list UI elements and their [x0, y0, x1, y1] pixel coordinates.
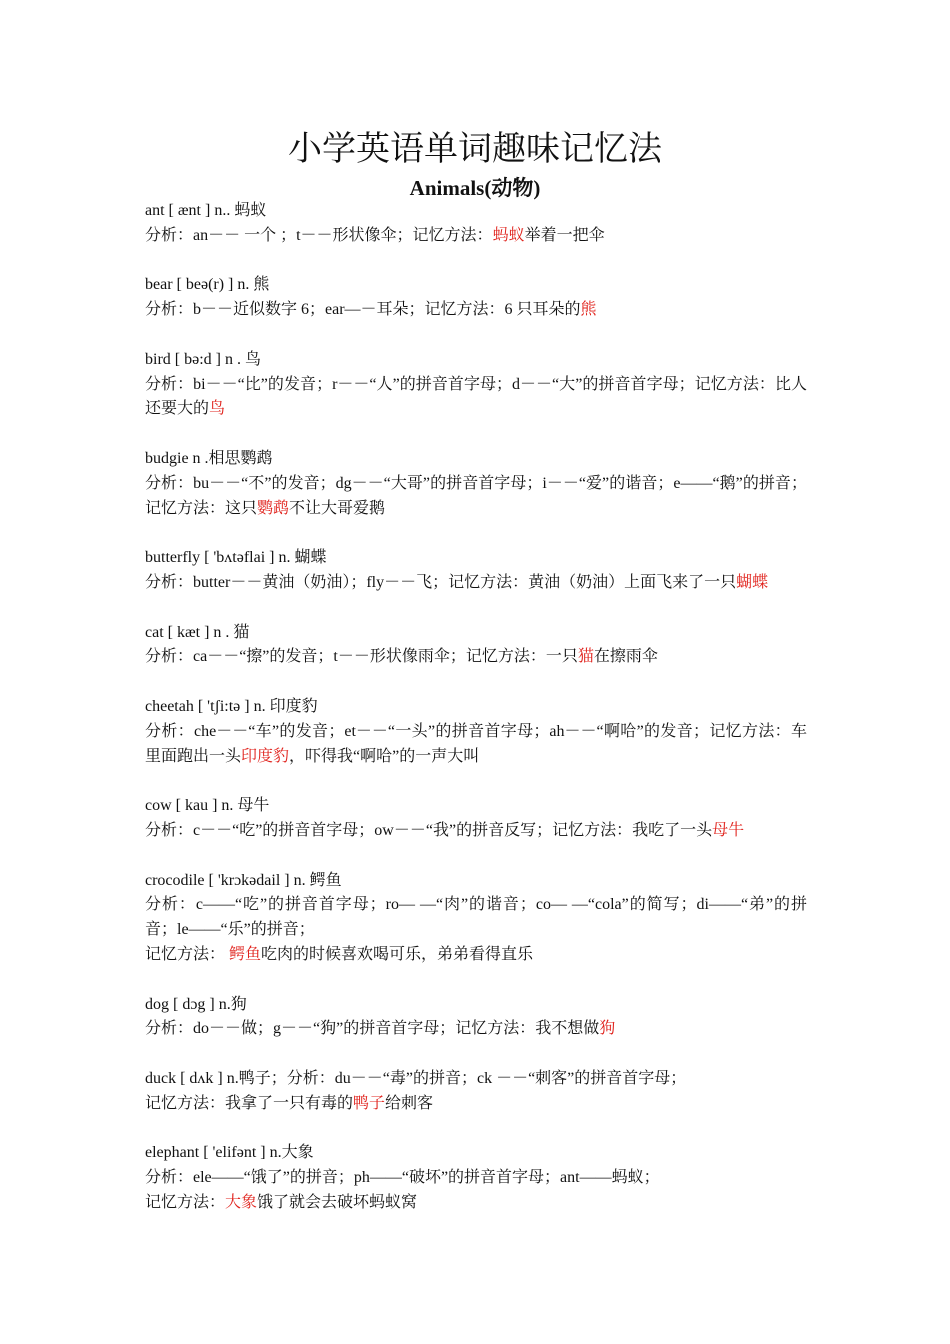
highlight-word: 鸭子 [353, 1094, 386, 1112]
analysis-line: 分析：do－－做；g－－“狗”的拼音首字母；记忆方法：我不想做狗 [145, 1020, 616, 1038]
page-title: 小学英语单词趣味记忆法 [288, 129, 662, 169]
highlight-word: 蚂蚁 [492, 226, 525, 244]
highlight-word: 狗 [599, 1020, 616, 1038]
memory-method-line: 记忆方法：我拿了一只有毒的鸭子给刺客 [145, 1094, 434, 1112]
highlight-word: 印度豹 [241, 747, 290, 765]
highlight-word: 鹦鹉 [257, 499, 290, 517]
highlight-word: 鸟 [209, 400, 226, 418]
highlight-word: 母牛 [712, 821, 745, 839]
highlight-word: 鳄鱼 [229, 945, 262, 963]
word-entry-header: budgie n .相思鹦鹉 [145, 449, 273, 467]
word-entry-header: butterfly [ 'bʌtəflai ] n. 蝴蝶 [145, 549, 327, 567]
analysis-line: 分析：bu－－“不”的发音；dg－－“大哥”的拼音首字母；i－－“爱”的谐音；e——“鹅”的拼音；记忆方法：这只鹦鹉不让大哥爱鹅 [145, 474, 807, 517]
analysis-line: 分析：c——“吃”的拼音首字母；ro— —“肉”的谐音；co— —“cola”的简写；di——“弟”的拼音；le——“乐”的拼音； [145, 896, 807, 939]
highlight-word: 猫 [577, 648, 594, 666]
analysis-line: 分析：an－－ 一个 ；t－－形状像伞；记忆方法：蚂蚁举着一把伞 [145, 226, 605, 244]
word-entry-header: crocodile [ 'krɔkədail ] n. 鳄鱼 [145, 871, 342, 889]
memory-method-line: 记忆方法： 鳄鱼吃肉的时候喜欢喝可乐，弟弟看得直乐 [145, 945, 534, 963]
analysis-line: 分析：che－－“车”的发音；et－－“一头”的拼音首字母；ah－－“啊哈”的发音；记忆方法：车里面跑出一头印度豹，吓得我“啊哈”的一声大叫 [145, 722, 807, 765]
word-entry-header: duck [ dʌk ] n.鸭子；分析：du－－“毒”的拼音；ck －－“刺客”的拼音首字母； [145, 1069, 687, 1087]
word-entry-header: cat [ kæt ] n . 猫 [145, 623, 250, 641]
word-entry-header: bear [ beə(r) ] n. 熊 [145, 276, 270, 294]
highlight-word: 大象 [225, 1193, 258, 1211]
analysis-line: 分析：ca－－“擦”的发音；t－－形状像雨伞；记忆方法：一只猫在擦雨伞 [145, 648, 658, 666]
analysis-line: 分析：bi－－“比”的发音；r－－“人”的拼音首字母；d－－“大”的拼音首字母；记忆方法：比人还要大的鸟 [145, 375, 807, 418]
word-entry-header: dog [ dɔg ] n.狗 [145, 995, 247, 1013]
entry-list [145, 199, 807, 1216]
analysis-line: 分析：b－－近似数字 6；ear—－耳朵；记忆方法：6 只耳朵的熊 [145, 301, 597, 319]
word-entry-header: ant [ ænt ] n.. 蚂蚁 [145, 202, 267, 219]
word-entry-header: bird [ bə:d ] n . 鸟 [145, 350, 261, 368]
analysis-line: 分析：c－－“吃”的拼音首字母；ow－－“我”的拼音反写；记忆方法：我吃了一头母牛 [145, 821, 745, 839]
analysis-line: 分析：butter－－黄油（奶油）；fly－－飞；记忆方法：黄油（奶油）上面飞来了一只蝴蝶 [145, 573, 769, 591]
word-entry-header: cow [ kau ] n. 母牛 [145, 797, 270, 815]
memory-method-line: 记忆方法：大象饿了就会去破坏蚂蚁窝 [145, 1193, 418, 1211]
analysis-line: 分析：ele——“饿了”的拼音；ph——“破坏”的拼音首字母；ant——蚂蚁； [145, 1169, 660, 1187]
word-entry-header: cheetah [ 'tʃi:tə ] n. 印度豹 [145, 697, 318, 715]
word-entry-header: elephant [ 'elifənt ] n.大象 [145, 1144, 314, 1162]
highlight-word: 蝴蝶 [736, 573, 769, 591]
highlight-word: 熊 [580, 301, 597, 319]
section-subtitle: Animals(动物) [409, 176, 541, 200]
